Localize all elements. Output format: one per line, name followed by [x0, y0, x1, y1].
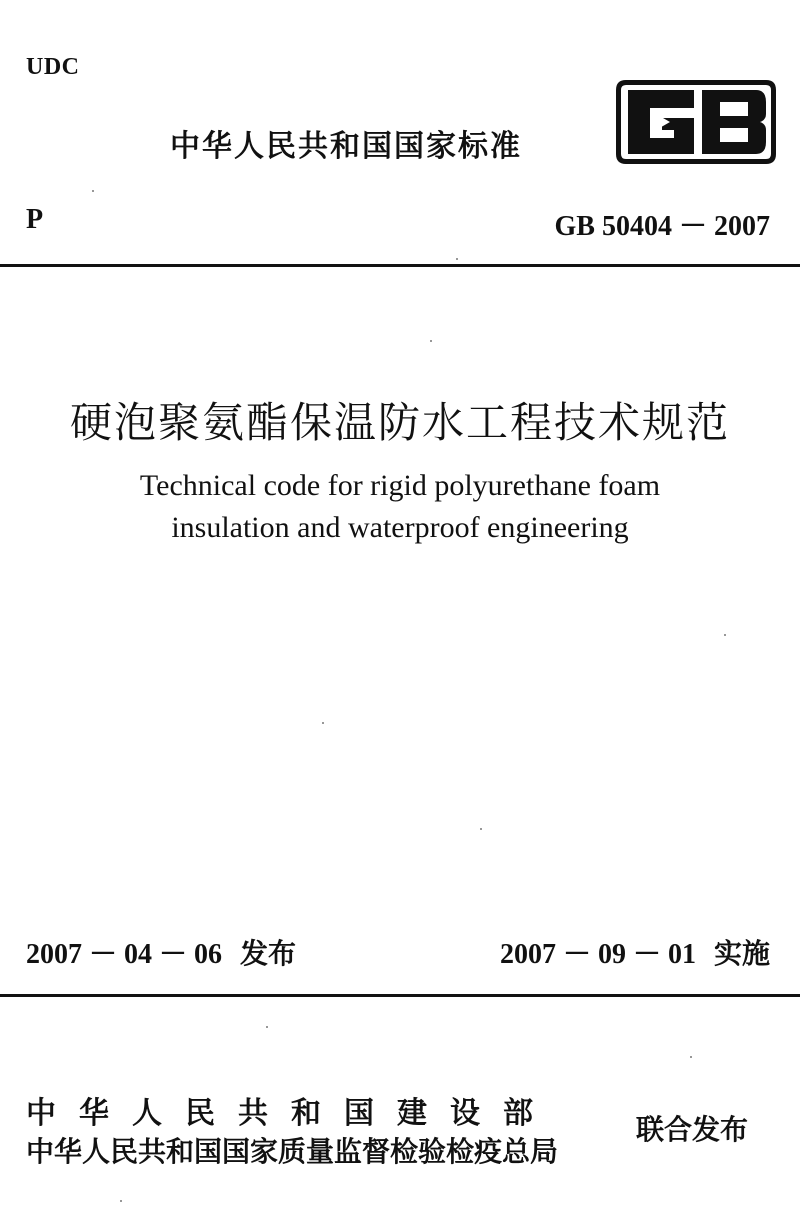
issue-date-block — [26, 932, 296, 972]
scan-speck — [480, 828, 482, 830]
title-english-line1: Technical code for rigid polyurethane foam — [139, 469, 661, 502]
scan-speck — [724, 634, 726, 636]
implement-label: 实施 — [713, 937, 770, 970]
implement-date: 2007 － 09 － 01 — [499, 939, 696, 970]
implement-date-block — [500, 932, 770, 972]
top-divider — [0, 264, 800, 267]
issue-date: 2007 － 04 － 06 — [26, 939, 223, 970]
publisher-aqsiq: 中华人民共和国国家质量监督检验检疫总局 — [26, 1135, 559, 1168]
scan-speck — [92, 190, 94, 192]
udc-label: UDC — [26, 54, 80, 80]
joint-publish-label: 联合发布 — [636, 1113, 749, 1146]
scan-speck — [120, 1200, 122, 1202]
publisher-ministry: 中华人民共和国建设部 — [26, 1096, 556, 1131]
title-chinese: 硬泡聚氨酯保温防水工程技术规范 — [69, 398, 730, 447]
standard-type: 中华人民共和国国家标准 — [170, 129, 522, 164]
scan-speck — [690, 1056, 692, 1058]
scan-speck — [266, 1026, 268, 1028]
scan-speck — [322, 722, 324, 724]
issue-label: 发布 — [240, 937, 297, 970]
scan-speck — [456, 258, 458, 260]
gb-national-standard-logo-icon — [616, 80, 776, 164]
standard-code: GB 50404 － 2007 — [554, 211, 770, 242]
bottom-divider — [0, 994, 800, 997]
classification-code: P — [26, 204, 44, 235]
scan-speck — [430, 340, 432, 342]
title-english-line2: insulation and waterproof engineering — [171, 511, 629, 544]
